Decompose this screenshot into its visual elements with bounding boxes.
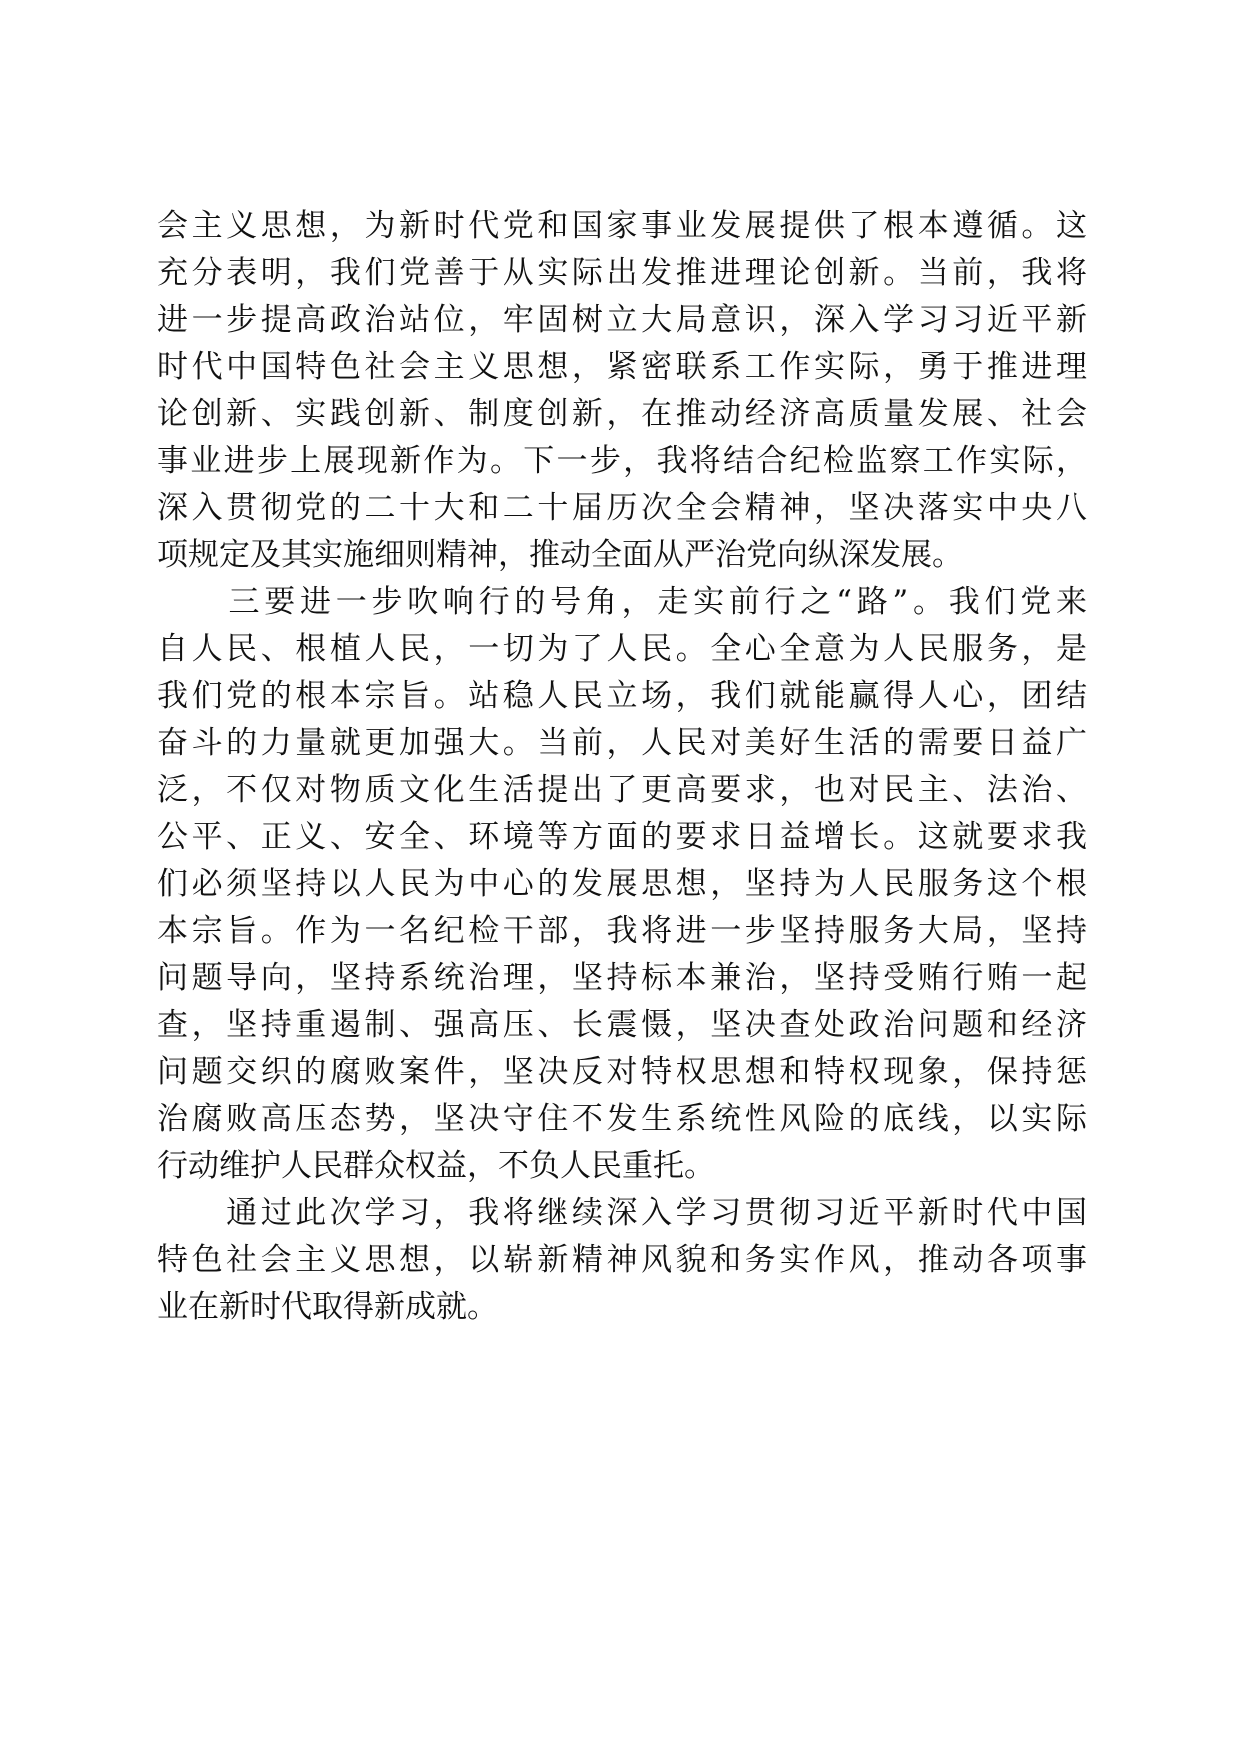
text-line: 三要进一步吹响行的号角，走实前行之“路”。我们党来: [157, 584, 1087, 620]
text-line: 业在新时代取得新成就。: [157, 1289, 498, 1325]
text-line: 治腐败高压态势，坚决守住不发生系统性风险的底线，以实际: [157, 1101, 1087, 1137]
text-line: 公平、正义、安全、环境等方面的要求日益增长。这就要求我: [157, 819, 1087, 855]
text-line: 查，坚持重遏制、强高压、长震慑，坚决查处政治问题和经济: [157, 1007, 1087, 1043]
text-line: 深入贯彻党的二十大和二十届历次全会精神，坚决落实中央八: [157, 490, 1087, 526]
text-line: 项规定及其实施细则精神，推动全面从严治党向纵深发展。: [157, 537, 963, 573]
text-line: 自人民、根植人民，一切为了人民。全心全意为人民服务，是: [157, 631, 1087, 667]
document-body: [157, 203, 1087, 1331]
text-line: 本宗旨。作为一名纪检干部，我将进一步坚持服务大局，坚持: [157, 913, 1087, 949]
text-line: 充分表明，我们党善于从实际出发推进理论创新。当前，我将: [157, 255, 1087, 291]
text-line: 们必须坚持以人民为中心的发展思想，坚持为人民服务这个根: [157, 866, 1087, 902]
text-line: 时代中国特色社会主义思想，紧密联系工作实际，勇于推进理: [157, 349, 1087, 385]
text-line: 会主义思想，为新时代党和国家事业发展提供了根本遵循。这: [157, 208, 1087, 244]
text-line: 奋斗的力量就更加强大。当前，人民对美好生活的需要日益广: [157, 725, 1087, 761]
text-line: 通过此次学习，我将继续深入学习贯彻习近平新时代中国: [157, 1195, 1087, 1231]
text-line: 论创新、实践创新、制度创新，在推动经济高质量发展、社会: [157, 396, 1087, 432]
text-line: 泛，不仅对物质文化生活提出了更高要求，也对民主、法治、: [157, 772, 1087, 808]
text-line: 问题交织的腐败案件，坚决反对特权思想和特权现象，保持惩: [157, 1054, 1087, 1090]
text-line: 特色社会主义思想，以崭新精神风貌和务实作风，推动各项事: [157, 1242, 1087, 1278]
text-line: 行动维护人民群众权益，不负人民重托。: [157, 1148, 715, 1184]
text-line: 我们党的根本宗旨。站稳人民立场，我们就能赢得人心，团结: [157, 678, 1087, 714]
paragraph-2: [157, 579, 1087, 1190]
paragraph-1: [157, 203, 1087, 579]
paragraph-3: [157, 1190, 1087, 1331]
text-line: 进一步提高政治站位，牢固树立大局意识，深入学习习近平新: [157, 302, 1087, 338]
text-line: 问题导向，坚持系统治理，坚持标本兼治，坚持受贿行贿一起: [157, 960, 1087, 996]
text-line: 事业进步上展现新作为。下一步，我将结合纪检监察工作实际，: [157, 443, 1087, 479]
